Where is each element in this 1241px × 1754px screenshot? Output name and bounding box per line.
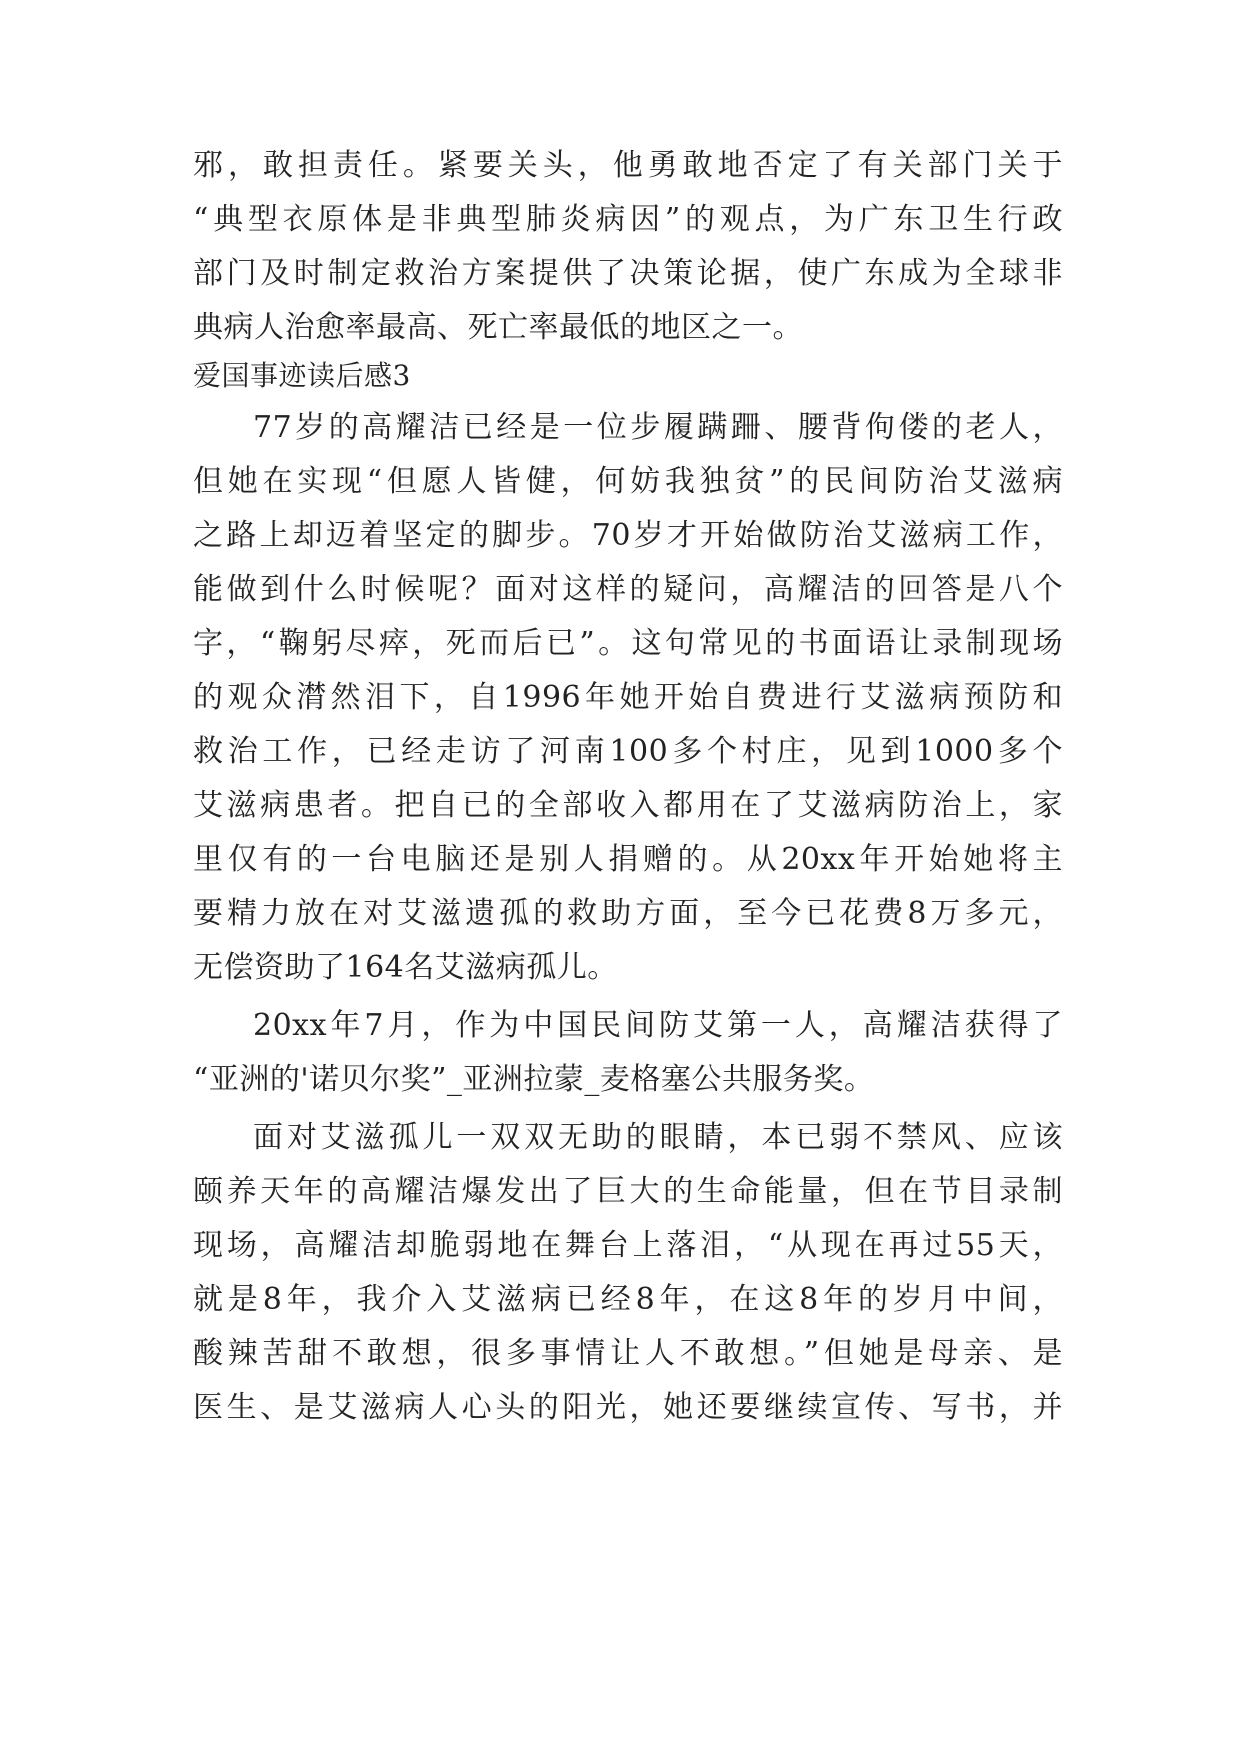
paragraph-4-line-3: 现场，高耀洁却脆弱地在舞台上落泪，“从现在再过55天，	[193, 1228, 1063, 1263]
paragraph-4-line-6: 医生、是艾滋病人心头的阳光，她还要继续宣传、写书，并	[193, 1390, 1063, 1425]
paragraph-4-line-1: 面对艾滋孤儿一双双无助的眼睛，本已弱不禁风、应该	[253, 1120, 1063, 1155]
paragraph-2-line-2: 但她在实现“但愿人皆健，何妨我独贫”的民间防治艾滋病	[193, 464, 1063, 499]
paragraph-2-line-7: 救治工作，已经走访了河南100多个村庄，见到1000多个	[193, 734, 1063, 769]
paragraph-1-line-4: 典病人治愈率最高、死亡率最低的地区之一。	[193, 310, 803, 345]
paragraph-4-line-2: 颐养天年的高耀洁爆发出了巨大的生命能量，但在节目录制	[193, 1174, 1063, 1209]
section-heading: 爱国事迹读后感3	[193, 359, 411, 392]
paragraph-2-line-11: 无偿资助了164名艾滋病孤儿。	[193, 950, 618, 985]
paragraph-1-line-2: “典型衣原体是非典型肺炎病因”的观点，为广东卫生行政	[193, 202, 1063, 237]
paragraph-2-line-1: 77岁的高耀洁已经是一位步履蹒跚、腰背佝偻的老人，	[253, 410, 1063, 445]
paragraph-2-line-6: 的观众潸然泪下，自1996年她开始自费进行艾滋病预防和	[193, 680, 1063, 715]
paragraph-2-line-10: 要精力放在对艾滋遗孤的救助方面，至今已花费8万多元，	[193, 896, 1063, 931]
paragraph-2-line-9: 里仅有的一台电脑还是别人捐赠的。从20xx年开始她将主	[193, 842, 1063, 877]
paragraph-2-line-3: 之路上却迈着坚定的脚步。70岁才开始做防治艾滋病工作，	[193, 518, 1063, 553]
paragraph-3-line-1: 20xx年7月，作为中国民间防艾第一人，高耀洁获得了	[253, 1008, 1063, 1043]
paragraph-4-line-4: 就是8年，我介入艾滋病已经8年，在这8年的岁月中间，	[193, 1282, 1063, 1317]
paragraph-1-line-1: 邪，敢担责任。紧要关头，他勇敢地否定了有关部门关于	[193, 148, 1063, 183]
paragraph-2-line-4: 能做到什么时候呢？面对这样的疑问，高耀洁的回答是八个	[193, 572, 1063, 607]
paragraph-2-line-8: 艾滋病患者。把自已的全部收入都用在了艾滋病防治上，家	[193, 788, 1063, 823]
paragraph-3-line-2: “亚洲的'诺贝尔奖”_亚洲拉蒙_麦格塞公共服务奖。	[193, 1062, 875, 1097]
paragraph-2-line-5: 字，“鞠躬尽瘁，死而后已”。这句常见的书面语让录制现场	[193, 626, 1063, 661]
paragraph-4-line-5: 酸辣苦甜不敢想，很多事情让人不敢想。”但她是母亲、是	[193, 1336, 1063, 1371]
paragraph-1-line-3: 部门及时制定救治方案提供了决策论据，使广东成为全球非	[193, 256, 1063, 291]
